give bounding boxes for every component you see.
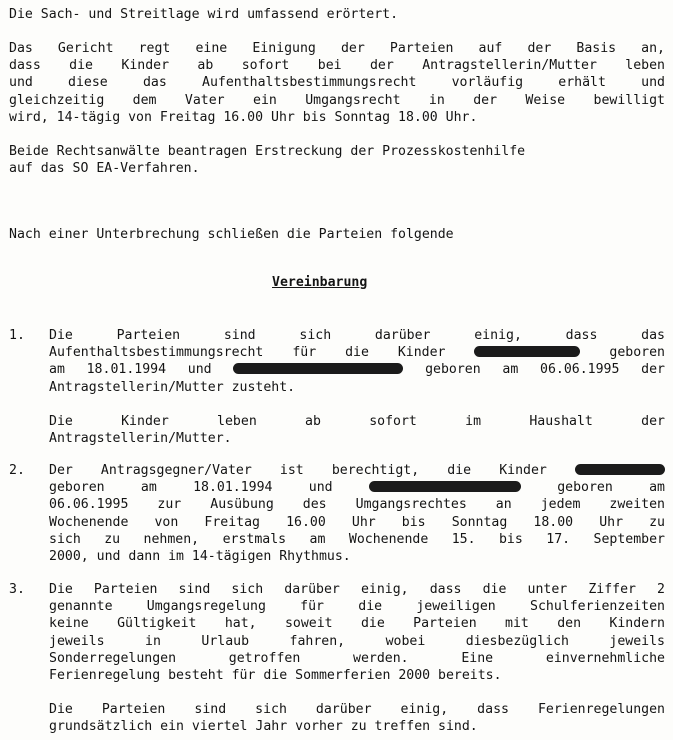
text-span: Aufenthaltsbestimmungsrecht für die Kinder bbox=[49, 345, 446, 361]
text-line bbox=[49, 361, 665, 378]
text-line: Die Parteien sind sich darüber einig, dass Ferienregelungen bbox=[49, 702, 665, 718]
text-line: 2000, und dann im 14-tägigen Rhythmus. bbox=[49, 548, 351, 564]
agreement-item-1 bbox=[49, 327, 665, 447]
text-line: keine Gültigkeit hat, soweit die Parteien mit den Kindern bbox=[49, 616, 665, 632]
text-line: Das Gericht regt eine Einigung der Parteien auf der Basis an, bbox=[9, 41, 665, 56]
text-line: jeweils in Urlaub fahren, wobei diesbezüglich jeweils bbox=[49, 633, 665, 649]
text-line: und diese das Aufenthaltsbestimmungsrecht vorläufig erhält und bbox=[9, 75, 665, 91]
text-span: geboren am bbox=[557, 480, 665, 496]
redaction-mark bbox=[575, 464, 665, 475]
text-line: genannte Umgangsregelung für die jeweiligen Schulferienzeiten bbox=[49, 599, 665, 615]
item-number: 3. bbox=[9, 582, 25, 597]
agreement-item-3 bbox=[49, 581, 665, 736]
text-line: wird, 14-tägig von Freitag 16.00 Uhr bis Sonntag 18.00 Uhr. bbox=[9, 109, 478, 125]
text-line: grundsätzlich ein viertel Jahr vorher zu treffen sind. bbox=[49, 719, 478, 735]
text-line bbox=[49, 344, 665, 361]
intro-line: Die Sach- und Streitlage wird umfassend erörtert. bbox=[9, 7, 399, 22]
text-line: gleichzeitig dem Vater ein Umgangsrecht in der Weise bewilligt bbox=[9, 92, 665, 108]
text-line: 06.06.1995 zur Ausübung des Umgangsrechtes an jedem zweiten bbox=[49, 497, 665, 513]
text-line bbox=[49, 479, 665, 496]
text-line: dass die Kinder ab sofort bei der Antragstellerin/Mutter leben bbox=[9, 58, 665, 74]
text-line: Die Kinder leben ab sofort im Haushalt der bbox=[49, 413, 665, 429]
text-line: Beide Rechtsanwälte beantragen Erstreckung der Prozesskostenhilfe bbox=[9, 144, 526, 159]
text-line: Die Parteien sind sich darüber einig, dass die unter Ziffer 2 bbox=[49, 582, 665, 597]
text-line: auf das SO EA-Verfahren. bbox=[9, 161, 200, 177]
redaction-mark bbox=[369, 481, 521, 492]
text-span: geboren am 06.06.1995 der bbox=[425, 362, 665, 378]
text-line: Sonderregelungen getroffen werden. Eine einvernehmliche bbox=[49, 650, 665, 666]
redaction-mark bbox=[474, 346, 580, 357]
text-span: geboren am 18.01.1994 und bbox=[49, 480, 333, 496]
intro-line: Nach einer Unterbrechung schließen die Parteien folgende bbox=[9, 227, 454, 242]
text-span: Der Antragsgegner/Vater ist berechtigt, die Kinder bbox=[49, 463, 547, 478]
text-line: Wochenende von Freitag 16.00 Uhr bis Sonntag 18.00 Uhr zu bbox=[49, 514, 665, 530]
text-line: Antragstellerin/Mutter zusteht. bbox=[49, 379, 296, 395]
text-line: Antragstellerin/Mutter. bbox=[49, 430, 232, 446]
text-span: geboren bbox=[609, 345, 665, 361]
agreement-item-2 bbox=[49, 462, 665, 565]
text-line: sich zu nehmen, erstmals am Wochenende 15. bis 17. September bbox=[49, 531, 665, 547]
agreement-heading: Vereinbarung bbox=[272, 275, 368, 290]
text-span: am 18.01.1994 und bbox=[49, 362, 212, 378]
item-number: 2. bbox=[9, 463, 25, 478]
text-line: Die Parteien sind sich darüber einig, dass das bbox=[49, 328, 665, 343]
item-number: 1. bbox=[9, 328, 25, 343]
intro-paragraph-pkh bbox=[9, 143, 665, 177]
redaction-mark bbox=[233, 363, 403, 374]
text-line bbox=[49, 462, 665, 479]
intro-paragraph-proposal bbox=[9, 40, 665, 126]
text-line: Ferienregelung besteht für die Sommerferien 2000 bereits. bbox=[49, 667, 502, 683]
